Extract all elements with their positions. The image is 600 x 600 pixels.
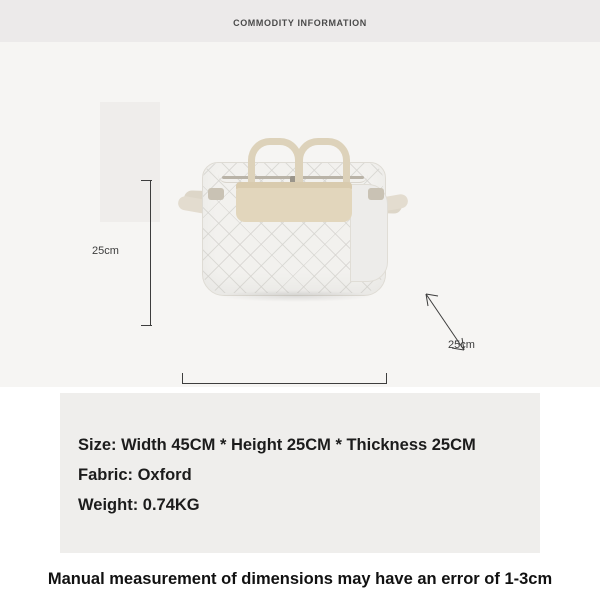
page-title: COMMODITY INFORMATION bbox=[233, 18, 367, 28]
height-dimension-label: 25cm bbox=[92, 245, 119, 257]
background-strip bbox=[100, 102, 160, 222]
strap-anchor-left bbox=[208, 188, 224, 200]
width-bracket-cap-right bbox=[386, 373, 387, 384]
front-leather-panel bbox=[236, 188, 352, 222]
spec-fabric: Fabric: Oxford bbox=[78, 466, 192, 484]
width-bracket-line bbox=[182, 383, 387, 384]
illustration-panel bbox=[0, 42, 600, 387]
specification-list bbox=[78, 430, 538, 520]
height-bracket-cap-bottom bbox=[141, 325, 152, 326]
height-measure-bracket bbox=[139, 180, 151, 326]
bag-shadow bbox=[218, 290, 374, 302]
measurement-disclaimer: Manual measurement of dimensions may have an error of 1-3cm bbox=[47, 570, 553, 588]
strap-anchor-right bbox=[368, 188, 384, 200]
width-measure-bracket bbox=[182, 372, 387, 384]
bag-illustration bbox=[178, 132, 408, 332]
thickness-dimension-label: 25cm bbox=[448, 339, 475, 351]
spec-size: Size: Width 45CM * Height 25CM * Thickness 25CM bbox=[78, 436, 476, 454]
height-bracket-line bbox=[150, 180, 151, 326]
spec-weight: Weight: 0.74KG bbox=[78, 496, 200, 514]
